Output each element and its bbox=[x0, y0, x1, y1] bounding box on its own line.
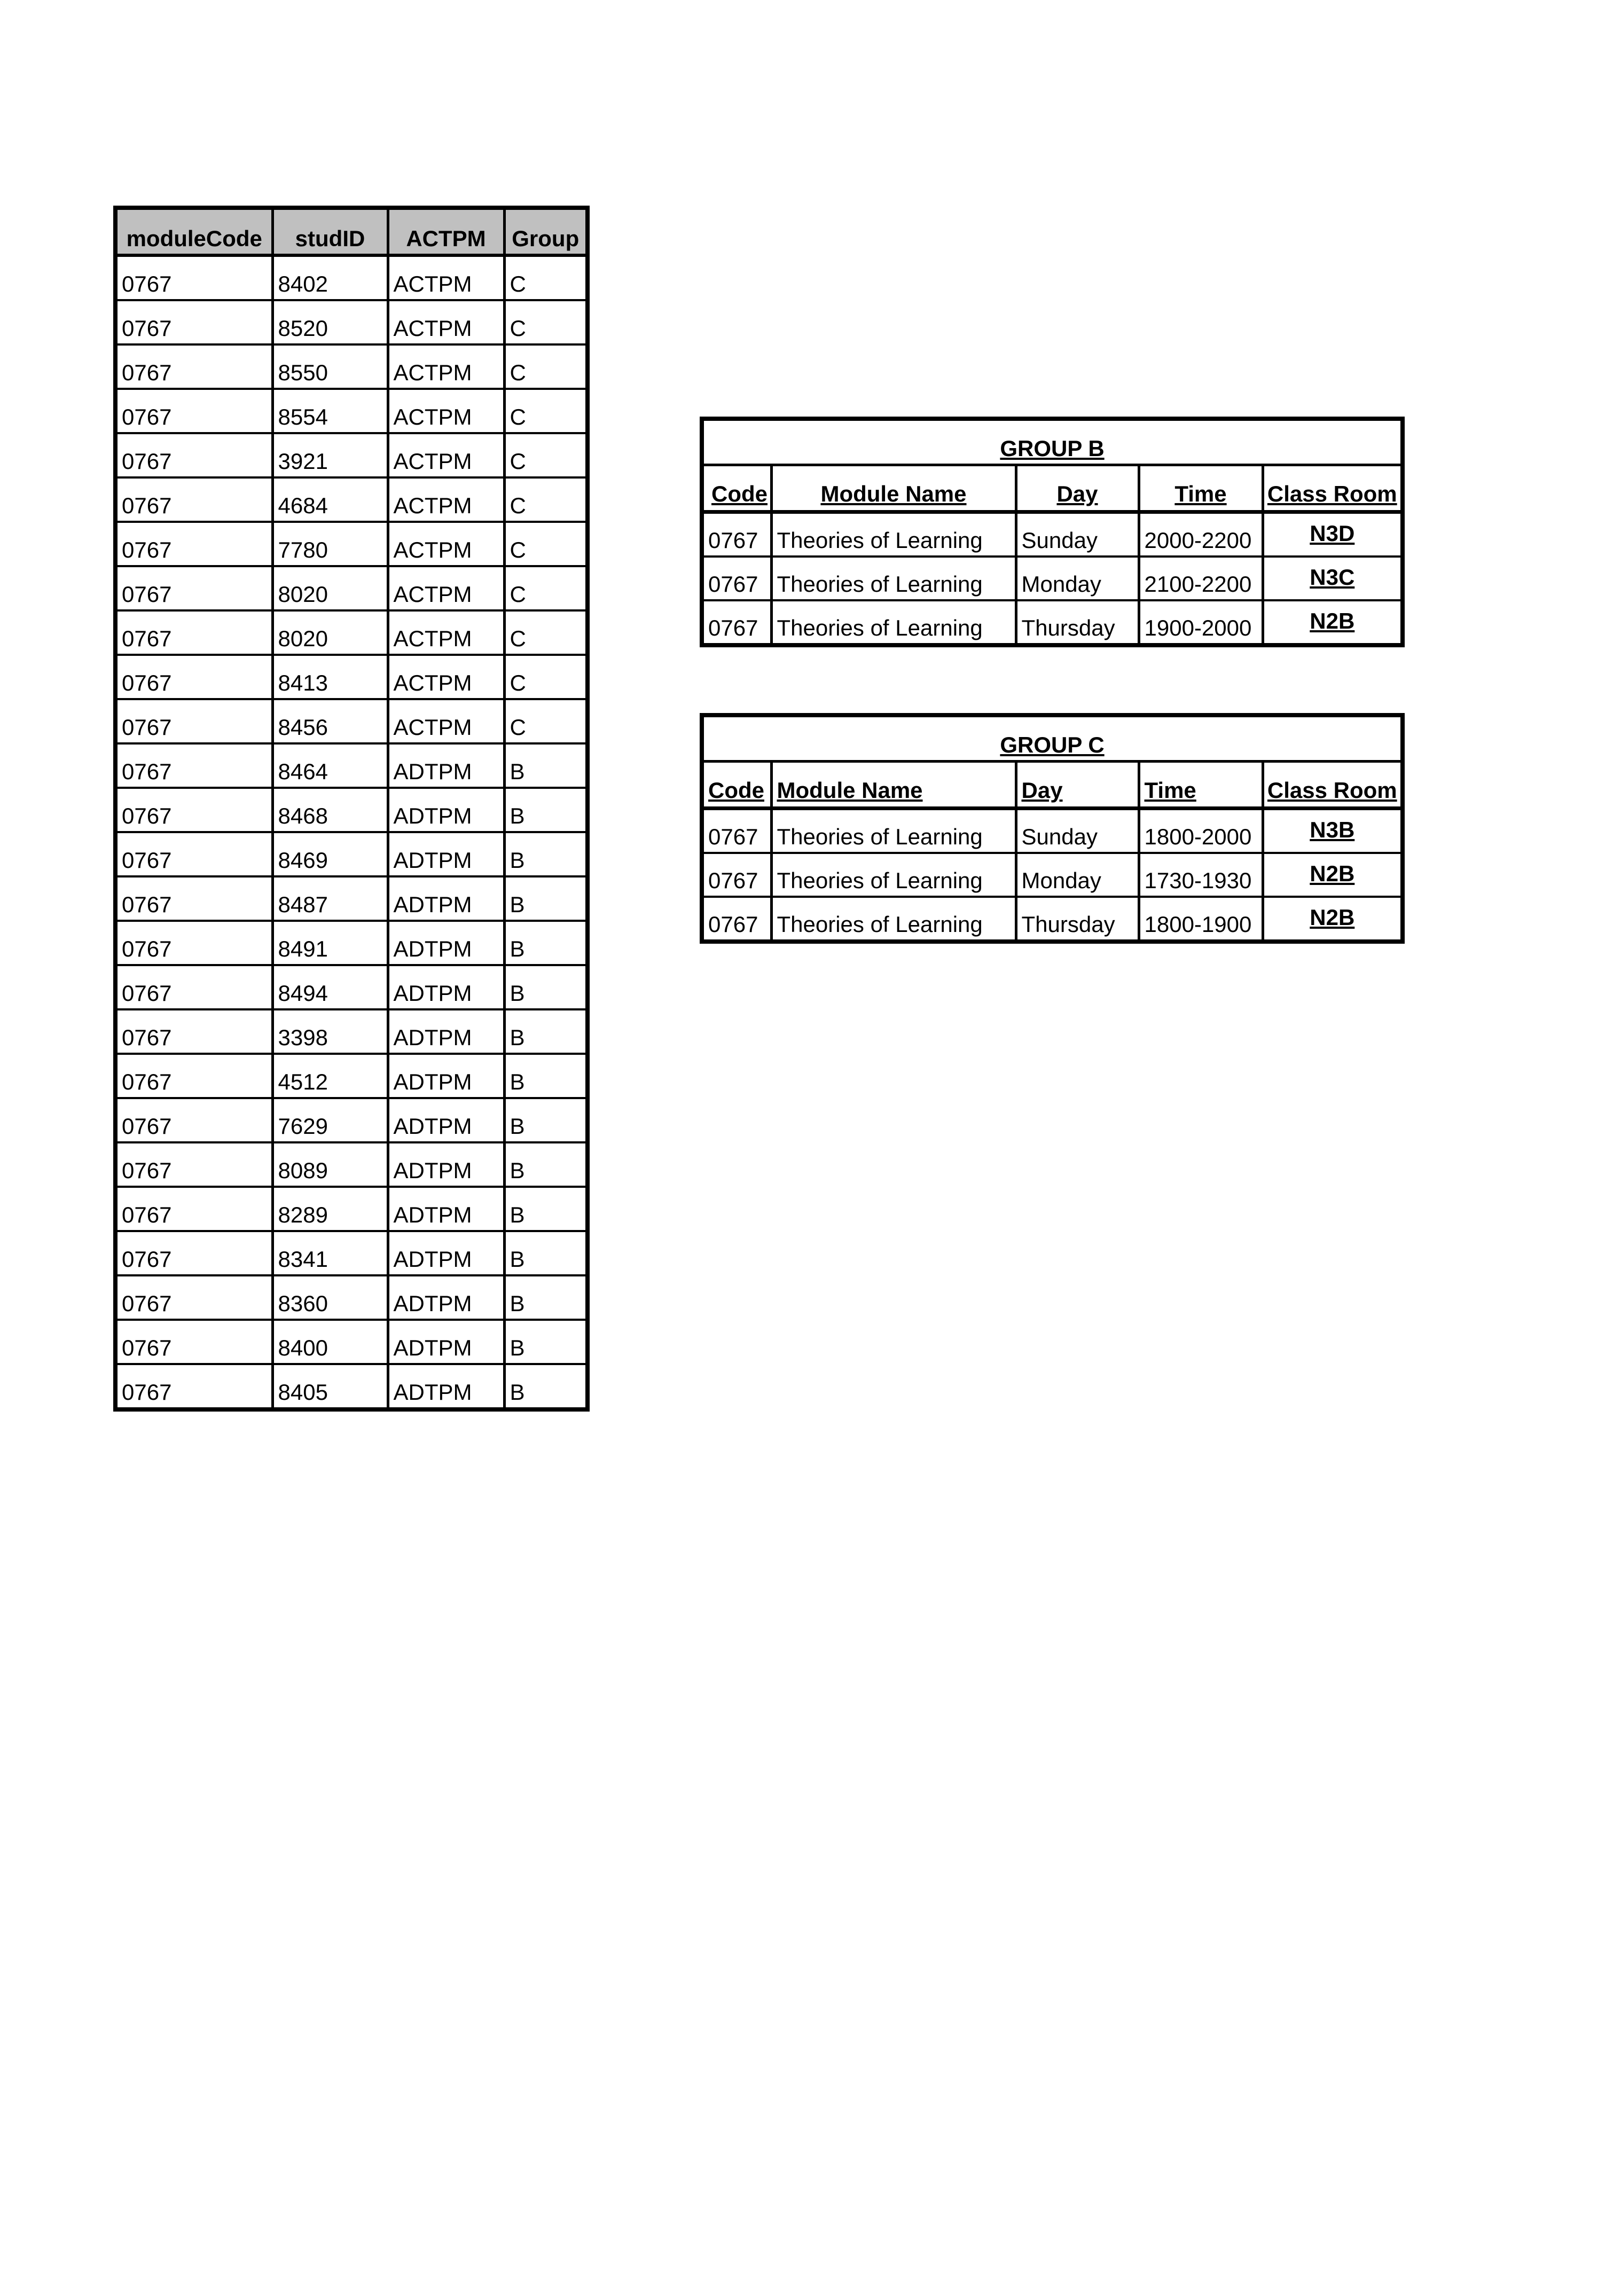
module-code-cell: 0767 bbox=[115, 1231, 272, 1275]
module-code-cell: 0767 bbox=[115, 566, 272, 610]
group-cell: C bbox=[504, 300, 588, 344]
actpm-cell: ADTPM bbox=[388, 788, 504, 832]
table-row bbox=[115, 1009, 588, 1054]
stud-id-cell: 8400 bbox=[272, 1320, 388, 1364]
actpm-cell: ADTPM bbox=[388, 832, 504, 876]
actpm-cell: ACTPM bbox=[388, 522, 504, 566]
group-cell: C bbox=[504, 610, 588, 655]
table-row bbox=[115, 433, 588, 477]
actpm-cell: ADTPM bbox=[388, 921, 504, 965]
actpm-cell: ACTPM bbox=[388, 610, 504, 655]
code-cell: 0767 bbox=[702, 897, 771, 942]
actpm-cell: ADTPM bbox=[388, 1320, 504, 1364]
stud-id-cell: 8469 bbox=[272, 832, 388, 876]
group-c-header-code: Code bbox=[702, 762, 771, 809]
group-b-timetable bbox=[700, 417, 1405, 647]
group-cell: B bbox=[504, 876, 588, 921]
time-cell: 1730-1930 bbox=[1139, 853, 1263, 897]
group-cell: C bbox=[504, 699, 588, 743]
table-row bbox=[115, 344, 588, 389]
stud-id-cell: 8464 bbox=[272, 743, 388, 788]
table-row bbox=[115, 965, 588, 1009]
stud-id-cell: 7629 bbox=[272, 1098, 388, 1142]
group-b-header-day: Day bbox=[1016, 465, 1139, 512]
stud-id-cell: 8289 bbox=[272, 1187, 388, 1231]
class-room-cell: N2B bbox=[1263, 600, 1403, 645]
table-row bbox=[115, 300, 588, 344]
module-name-cell: Theories of Learning bbox=[771, 853, 1016, 897]
table-row bbox=[115, 566, 588, 610]
student-list-header-row bbox=[115, 208, 588, 255]
time-cell: 1800-1900 bbox=[1139, 897, 1263, 942]
module-code-cell: 0767 bbox=[115, 389, 272, 433]
table-row bbox=[115, 743, 588, 788]
code-cell: 0767 bbox=[702, 512, 771, 557]
actpm-cell: ADTPM bbox=[388, 876, 504, 921]
group-b-title: GROUP B bbox=[702, 419, 1403, 465]
group-cell: B bbox=[504, 1231, 588, 1275]
table-row bbox=[115, 1275, 588, 1320]
table-row bbox=[115, 1364, 588, 1409]
group-cell: B bbox=[504, 788, 588, 832]
actpm-cell: ADTPM bbox=[388, 1009, 504, 1054]
table-row bbox=[115, 699, 588, 743]
day-cell: Sunday bbox=[1016, 809, 1139, 853]
actpm-cell: ACTPM bbox=[388, 255, 504, 300]
group-cell: B bbox=[504, 832, 588, 876]
stud-id-cell: 8405 bbox=[272, 1364, 388, 1409]
time-cell: 1800-2000 bbox=[1139, 809, 1263, 853]
group-b-title-row bbox=[702, 419, 1403, 465]
class-room-cell: N2B bbox=[1263, 853, 1403, 897]
group-c-header-day: Day bbox=[1016, 762, 1139, 809]
stud-id-cell: 8360 bbox=[272, 1275, 388, 1320]
table-row bbox=[115, 788, 588, 832]
group-cell: C bbox=[504, 344, 588, 389]
module-code-cell: 0767 bbox=[115, 788, 272, 832]
header-module-code: moduleCode bbox=[115, 208, 272, 255]
group-cell: C bbox=[504, 389, 588, 433]
group-c-title: GROUP C bbox=[702, 715, 1403, 762]
module-code-cell: 0767 bbox=[115, 477, 272, 522]
stud-id-cell: 8020 bbox=[272, 566, 388, 610]
day-cell: Monday bbox=[1016, 557, 1139, 600]
actpm-cell: ACTPM bbox=[388, 655, 504, 699]
class-room-cell: N3C bbox=[1263, 557, 1403, 600]
group-cell: B bbox=[504, 1275, 588, 1320]
module-name-cell: Theories of Learning bbox=[771, 557, 1016, 600]
group-cell: C bbox=[504, 433, 588, 477]
student-list-table bbox=[113, 206, 590, 1412]
module-name-cell: Theories of Learning bbox=[771, 897, 1016, 942]
stud-id-cell: 8413 bbox=[272, 655, 388, 699]
time-cell: 2100-2200 bbox=[1139, 557, 1263, 600]
table-row bbox=[115, 921, 588, 965]
group-b-header-code: Code bbox=[702, 465, 771, 512]
stud-id-cell: 8550 bbox=[272, 344, 388, 389]
day-cell: Monday bbox=[1016, 853, 1139, 897]
group-cell: B bbox=[504, 1054, 588, 1098]
module-code-cell: 0767 bbox=[115, 965, 272, 1009]
actpm-cell: ADTPM bbox=[388, 1231, 504, 1275]
module-code-cell: 0767 bbox=[115, 610, 272, 655]
stud-id-cell: 7780 bbox=[272, 522, 388, 566]
day-cell: Thursday bbox=[1016, 897, 1139, 942]
table-row bbox=[115, 1098, 588, 1142]
table-row bbox=[702, 600, 1403, 645]
group-cell: B bbox=[504, 1187, 588, 1231]
stud-id-cell: 8554 bbox=[272, 389, 388, 433]
actpm-cell: ACTPM bbox=[388, 344, 504, 389]
actpm-cell: ADTPM bbox=[388, 1275, 504, 1320]
group-b-header-module-name: Module Name bbox=[771, 465, 1016, 512]
module-code-cell: 0767 bbox=[115, 1054, 272, 1098]
table-row bbox=[702, 512, 1403, 557]
stud-id-cell: 8487 bbox=[272, 876, 388, 921]
table-row bbox=[115, 876, 588, 921]
stud-id-cell: 8468 bbox=[272, 788, 388, 832]
table-row bbox=[115, 522, 588, 566]
module-code-cell: 0767 bbox=[115, 1364, 272, 1409]
group-c-title-row bbox=[702, 715, 1403, 762]
header-group: Group bbox=[504, 208, 588, 255]
table-row bbox=[115, 1054, 588, 1098]
table-row bbox=[115, 610, 588, 655]
stud-id-cell: 8020 bbox=[272, 610, 388, 655]
stud-id-cell: 8456 bbox=[272, 699, 388, 743]
stud-id-cell: 4684 bbox=[272, 477, 388, 522]
group-b-body bbox=[702, 512, 1403, 646]
actpm-cell: ACTPM bbox=[388, 300, 504, 344]
group-cell: B bbox=[504, 921, 588, 965]
actpm-cell: ACTPM bbox=[388, 699, 504, 743]
group-cell: C bbox=[504, 655, 588, 699]
actpm-cell: ADTPM bbox=[388, 1098, 504, 1142]
module-name-cell: Theories of Learning bbox=[771, 600, 1016, 645]
stud-id-cell: 8520 bbox=[272, 300, 388, 344]
module-code-cell: 0767 bbox=[115, 300, 272, 344]
group-c-header-time: Time bbox=[1139, 762, 1263, 809]
stud-id-cell: 8089 bbox=[272, 1142, 388, 1187]
module-code-cell: 0767 bbox=[115, 832, 272, 876]
module-code-cell: 0767 bbox=[115, 522, 272, 566]
table-row bbox=[702, 809, 1403, 853]
stud-id-cell: 8402 bbox=[272, 255, 388, 300]
table-row bbox=[115, 477, 588, 522]
code-cell: 0767 bbox=[702, 600, 771, 645]
group-cell: B bbox=[504, 1009, 588, 1054]
actpm-cell: ACTPM bbox=[388, 433, 504, 477]
code-cell: 0767 bbox=[702, 853, 771, 897]
module-name-cell: Theories of Learning bbox=[771, 512, 1016, 557]
stud-id-cell: 4512 bbox=[272, 1054, 388, 1098]
stud-id-cell: 3921 bbox=[272, 433, 388, 477]
code-cell: 0767 bbox=[702, 809, 771, 853]
actpm-cell: ADTPM bbox=[388, 965, 504, 1009]
code-cell: 0767 bbox=[702, 557, 771, 600]
student-list-body bbox=[115, 255, 588, 1409]
group-b-header-row bbox=[702, 465, 1403, 512]
table-row bbox=[115, 1231, 588, 1275]
group-cell: B bbox=[504, 965, 588, 1009]
group-cell: C bbox=[504, 522, 588, 566]
table-row bbox=[702, 897, 1403, 942]
group-cell: B bbox=[504, 1142, 588, 1187]
group-c-body bbox=[702, 809, 1403, 942]
stud-id-cell: 3398 bbox=[272, 1009, 388, 1054]
table-row bbox=[702, 853, 1403, 897]
class-room-cell: N3D bbox=[1263, 512, 1403, 557]
module-code-cell: 0767 bbox=[115, 1187, 272, 1231]
actpm-cell: ACTPM bbox=[388, 566, 504, 610]
group-b-header-time: Time bbox=[1139, 465, 1263, 512]
actpm-cell: ADTPM bbox=[388, 1364, 504, 1409]
group-cell: C bbox=[504, 255, 588, 300]
time-cell: 2000-2200 bbox=[1139, 512, 1263, 557]
group-cell: B bbox=[504, 743, 588, 788]
group-cell: B bbox=[504, 1364, 588, 1409]
group-c-header-module-name: Module Name bbox=[771, 762, 1016, 809]
actpm-cell: ADTPM bbox=[388, 1142, 504, 1187]
day-cell: Sunday bbox=[1016, 512, 1139, 557]
header-actpm: ACTPM bbox=[388, 208, 504, 255]
module-code-cell: 0767 bbox=[115, 1009, 272, 1054]
module-code-cell: 0767 bbox=[115, 1142, 272, 1187]
table-row bbox=[115, 1142, 588, 1187]
module-code-cell: 0767 bbox=[115, 1275, 272, 1320]
table-row bbox=[115, 1187, 588, 1231]
class-room-cell: N3B bbox=[1263, 809, 1403, 853]
module-code-cell: 0767 bbox=[115, 255, 272, 300]
group-cell: B bbox=[504, 1098, 588, 1142]
module-code-cell: 0767 bbox=[115, 1320, 272, 1364]
module-code-cell: 0767 bbox=[115, 344, 272, 389]
module-code-cell: 0767 bbox=[115, 921, 272, 965]
module-code-cell: 0767 bbox=[115, 699, 272, 743]
table-row bbox=[115, 255, 588, 300]
table-row bbox=[115, 1320, 588, 1364]
group-c-timetable bbox=[700, 713, 1405, 944]
table-row bbox=[115, 832, 588, 876]
table-row bbox=[115, 655, 588, 699]
stud-id-cell: 8494 bbox=[272, 965, 388, 1009]
class-room-cell: N2B bbox=[1263, 897, 1403, 942]
header-stud-id: studID bbox=[272, 208, 388, 255]
day-cell: Thursday bbox=[1016, 600, 1139, 645]
stud-id-cell: 8341 bbox=[272, 1231, 388, 1275]
actpm-cell: ACTPM bbox=[388, 389, 504, 433]
module-code-cell: 0767 bbox=[115, 433, 272, 477]
actpm-cell: ACTPM bbox=[388, 477, 504, 522]
group-cell: B bbox=[504, 1320, 588, 1364]
module-name-cell: Theories of Learning bbox=[771, 809, 1016, 853]
module-code-cell: 0767 bbox=[115, 655, 272, 699]
module-code-cell: 0767 bbox=[115, 1098, 272, 1142]
module-code-cell: 0767 bbox=[115, 743, 272, 788]
actpm-cell: ADTPM bbox=[388, 1187, 504, 1231]
group-c-header-row bbox=[702, 762, 1403, 809]
group-cell: C bbox=[504, 477, 588, 522]
stud-id-cell: 8491 bbox=[272, 921, 388, 965]
table-row bbox=[115, 389, 588, 433]
module-code-cell: 0767 bbox=[115, 876, 272, 921]
group-c-header-class-room: Class Room bbox=[1263, 762, 1403, 809]
actpm-cell: ADTPM bbox=[388, 1054, 504, 1098]
table-row bbox=[702, 557, 1403, 600]
group-b-header-class-room: Class Room bbox=[1263, 465, 1403, 512]
actpm-cell: ADTPM bbox=[388, 743, 504, 788]
time-cell: 1900-2000 bbox=[1139, 600, 1263, 645]
group-cell: C bbox=[504, 566, 588, 610]
